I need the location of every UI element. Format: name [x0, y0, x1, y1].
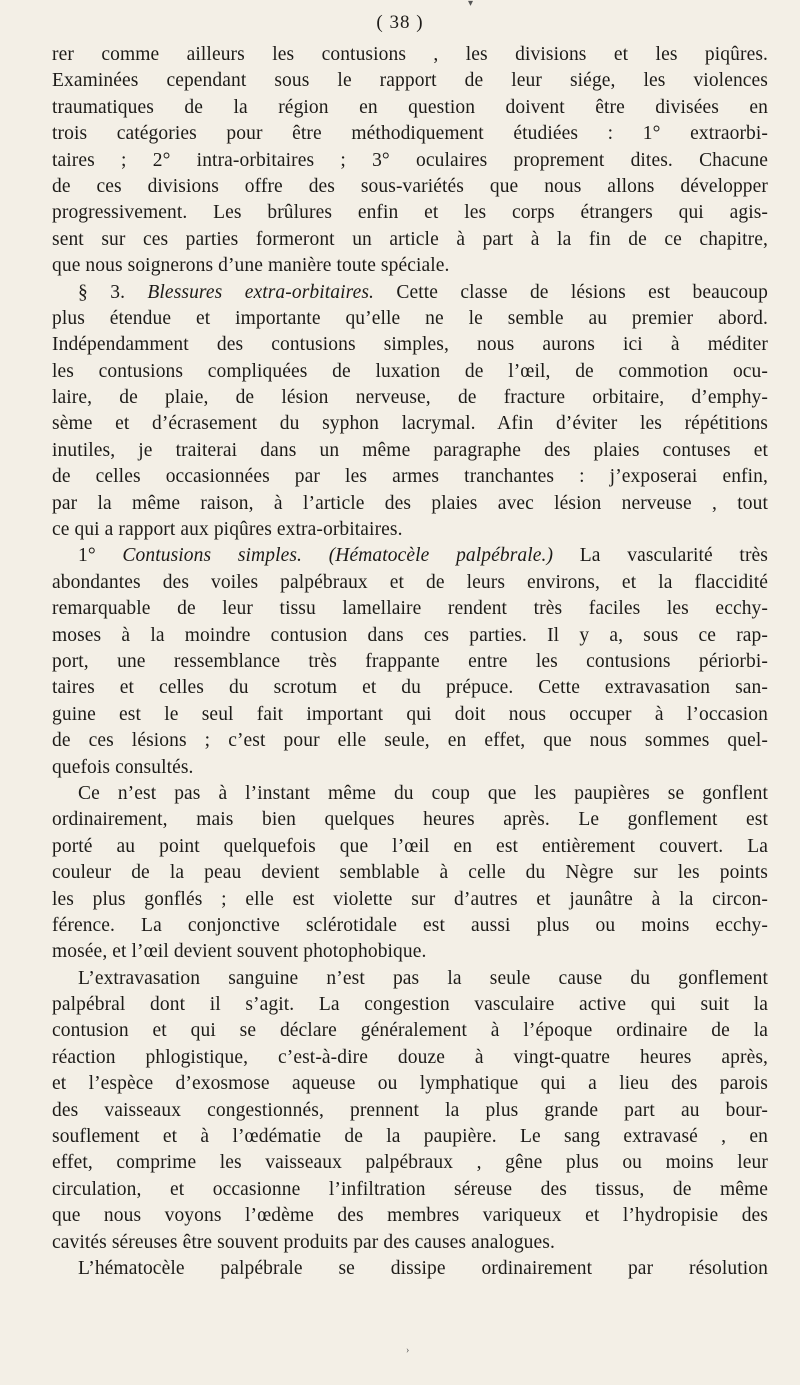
- text-line: [52, 834, 768, 860]
- text-line: [52, 1203, 768, 1229]
- text-run: de ces divisions offre des sous-variétés que nous allons développer: [52, 175, 768, 197]
- text-line: [52, 623, 768, 649]
- page-number: ( 38 ): [376, 12, 424, 33]
- text-line: [52, 1230, 768, 1256]
- text-line: [52, 1018, 768, 1044]
- text-run: que nous voyons l’œdème des membres variqueux et l’hydropisie des: [52, 1205, 768, 1227]
- text-run: ordinairement, mais bien quelques heures après. Le gonflement est: [52, 809, 768, 831]
- text-run: palpébral dont il s’agit. La congestion vasculaire active qui suit la: [52, 994, 768, 1016]
- text-run: couleur de la peau devient semblable à celle du Nègre sur les points: [52, 862, 768, 884]
- text-line: [52, 174, 768, 200]
- text-line: [52, 464, 768, 490]
- text-line: [52, 1098, 768, 1124]
- text-run: inutiles, je traiterai dans un même paragraphe des plaies contuses et: [52, 439, 768, 461]
- text-run: que nous soignerons d’une manière toute spéciale.: [52, 255, 450, 277]
- tick-mark: ›: [406, 1345, 410, 1356]
- text-line: [52, 860, 768, 886]
- text-line: [52, 887, 768, 913]
- text-run: effet, comprime les vaisseaux palpébraux , gêne plus ou moins leur: [52, 1152, 768, 1174]
- text-run: par la même raison, à l’article des plaies avec lésion nerveuse , tout: [52, 492, 768, 514]
- text-run: taires et celles du scrotum et du prépuce. Cette extravasation san-: [52, 677, 768, 699]
- text-line: [52, 95, 768, 121]
- text-run: guine est le seul fait important qui doit nous occuper à l’occasion: [52, 703, 768, 725]
- text-run: taires ; 2° intra-orbitaires ; 3° oculaires proprement dites. Chacune: [52, 149, 768, 171]
- text-run: de celles occasionnées par les armes tranchantes : j’exposerai enfin,: [52, 466, 768, 488]
- text-line: [52, 42, 768, 68]
- text-line: [52, 596, 768, 622]
- text-run: cavités séreuses être souvent produits par des causes analogues.: [52, 1231, 555, 1253]
- text-run: abondantes des voiles palpébraux et de leurs environs, et la flaccidité: [52, 571, 768, 593]
- text-line: [52, 121, 768, 147]
- text-line: [52, 227, 768, 253]
- text-run: port, une ressemblance très frappante entre les contusions périorbi-: [52, 650, 768, 672]
- text-line: [52, 253, 768, 279]
- text-run: 1°: [78, 545, 123, 567]
- text-line: [52, 1124, 768, 1150]
- text-line: [52, 755, 768, 781]
- text-run: La vascularité très: [553, 545, 768, 567]
- text-line: [52, 491, 768, 517]
- text-run: plus étendue et importante qu’elle ne le semble au premier abord.: [52, 307, 768, 329]
- text-line: [52, 649, 768, 675]
- text-line: [52, 966, 768, 992]
- text-run: rer comme ailleurs les contusions , les divisions et les piqûres.: [52, 44, 768, 65]
- text-run: des vaisseaux congestionnés, prennent la plus grande part au bour-: [52, 1099, 768, 1121]
- text-run: de ces lésions ; c’est pour elle seule, en effet, que nous sommes quel-: [52, 730, 768, 752]
- text-line: [52, 1150, 768, 1176]
- text-line: [52, 675, 768, 701]
- text-line: [52, 543, 768, 569]
- text-run: quefois consultés.: [52, 756, 194, 778]
- text-run: férence. La conjonctive sclérotidale est aussi plus ou moins ecchy-: [52, 914, 768, 936]
- text-run: porté au point quelquefois que l’œil en est entièrement couvert. La: [52, 835, 768, 857]
- text-run: laire, de plaie, de lésion nerveuse, de fracture orbitaire, d’emphy-: [52, 387, 768, 409]
- text-line: [52, 939, 768, 965]
- text-run: progressivement. Les brûlures enfin et les corps étrangers qui agis-: [52, 202, 768, 224]
- italic-heading: Contusions simples. (Hématocèle palpébrale.): [122, 545, 554, 567]
- text-run: souflement et à l’œdématie de la paupière. Le sang extravasé , en: [52, 1126, 768, 1148]
- text-run: Ce n’est pas à l’instant même du coup que les paupières se gonflent: [78, 782, 768, 804]
- text-line: [52, 385, 768, 411]
- text-run: moses à la moindre contusion dans ces parties. Il y a, sous ce rap-: [52, 624, 768, 646]
- text-line: [52, 280, 768, 306]
- text-run: L’hématocèle palpébrale se dissipe ordinairement par résolution: [78, 1257, 768, 1279]
- text-run: sème et d’écrasement du syphon lacrymal. Afin d’éviter les répétitions: [52, 413, 768, 435]
- text-run: réaction phlogistique, c’est-à-dire douze à vingt-quatre heures après,: [52, 1046, 768, 1068]
- text-run: Indépendamment des contusions simples, nous aurons ici à méditer: [52, 334, 768, 356]
- text-line: [52, 702, 768, 728]
- text-line: [52, 1071, 768, 1097]
- text-run: Examinées cependant sous le rapport de leur siége, les violences: [52, 70, 768, 92]
- text-run: trois catégories pour être méthodiquement étudiées : 1° extraorbi-: [52, 123, 768, 145]
- text-line: [52, 332, 768, 358]
- text-line: [52, 517, 768, 543]
- text-line: [52, 913, 768, 939]
- text-line: [52, 306, 768, 332]
- body-text: [52, 42, 768, 1282]
- text-run: L’extravasation sanguine n’est pas la seule cause du gonflement: [78, 967, 768, 989]
- text-run: ce qui a rapport aux piqûres extra-orbitaires.: [52, 519, 403, 541]
- text-line: [52, 1256, 768, 1282]
- text-run: mosée, et l’œil devient souvent photophobique.: [52, 941, 427, 963]
- text-run: les contusions compliquées de luxation de l’œil, de commotion ocu-: [52, 360, 768, 382]
- text-line: [52, 992, 768, 1018]
- text-run: circulation, et occasionne l’infiltration séreuse des tissus, de même: [52, 1178, 768, 1200]
- tick-mark: ▾: [468, 0, 474, 9]
- text-run: contusion et qui se déclare généralement à l’époque ordinaire de la: [52, 1020, 768, 1042]
- text-line: [52, 807, 768, 833]
- text-run: § 3.: [78, 281, 148, 303]
- text-line: [52, 68, 768, 94]
- text-run: traumatiques de la région en question doivent être divisées en: [52, 96, 768, 118]
- text-line: [52, 781, 768, 807]
- text-run: Cette classe de lésions est beaucoup: [374, 281, 768, 303]
- text-run: et l’espèce d’exosmose aqueuse ou lymphatique qui a lieu des parois: [52, 1073, 768, 1095]
- text-line: [52, 359, 768, 385]
- text-line: [52, 1177, 768, 1203]
- text-run: sent sur ces parties formeront un article à part à la fin de ce chapitre,: [52, 228, 768, 250]
- text-line: [52, 570, 768, 596]
- text-line: [52, 438, 768, 464]
- text-line: [52, 728, 768, 754]
- italic-heading: Blessures extra-orbitaires.: [147, 281, 375, 303]
- text-line: [52, 200, 768, 226]
- text-line: [52, 148, 768, 174]
- text-line: [52, 1045, 768, 1071]
- text-run: remarquable de leur tissu lamellaire rendent très faciles les ecchy-: [52, 598, 768, 620]
- text-line: [52, 411, 768, 437]
- text-run: les plus gonflés ; elle est violette sur d’autres et jaunâtre à la circon-: [52, 888, 768, 910]
